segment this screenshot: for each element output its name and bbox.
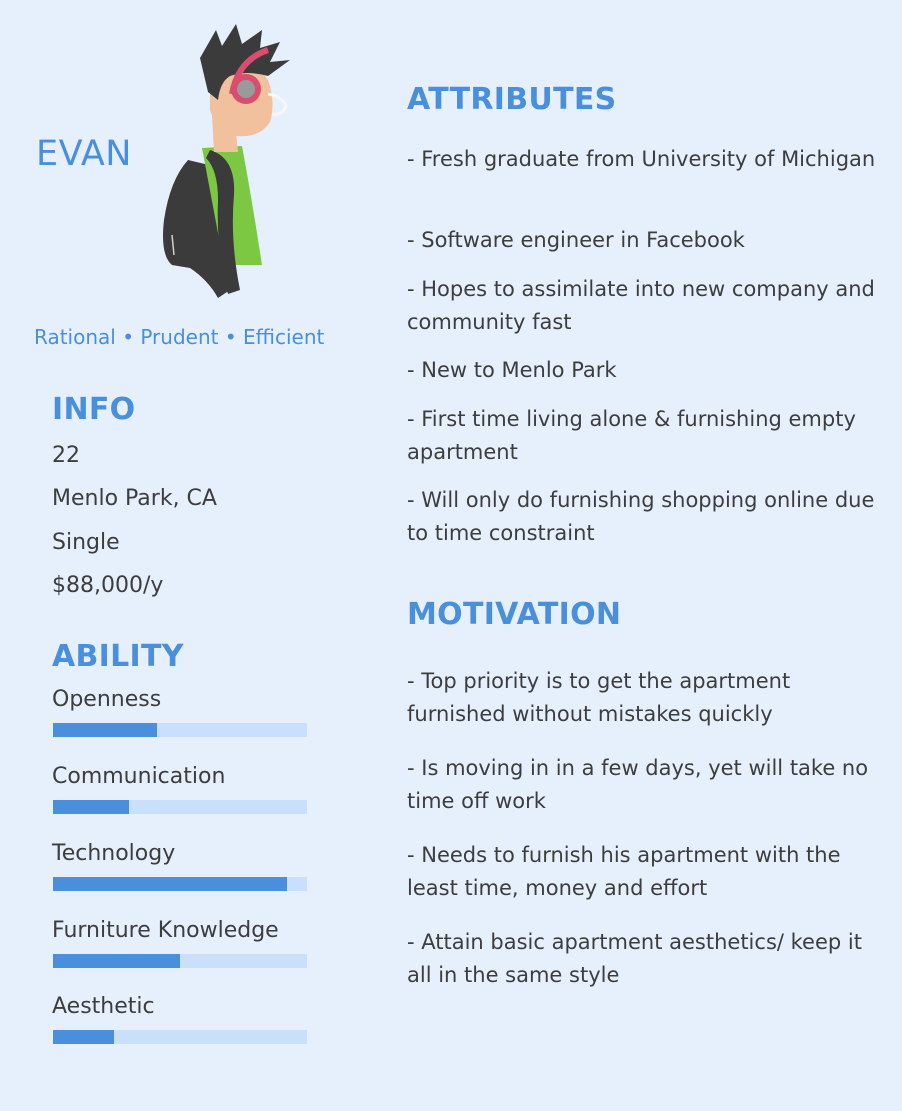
motivation-item: - Needs to furnish his apartment with the least time, money and effort xyxy=(407,843,841,900)
skill-label-technology: Technology xyxy=(52,841,176,866)
info-location: Menlo Park, CA xyxy=(52,486,217,511)
attribute-item: - Software engineer in Facebook xyxy=(407,228,745,252)
attribute-item: - New to Menlo Park xyxy=(407,358,617,382)
persona-avatar-illustration xyxy=(150,20,330,305)
motivation-item: - Attain basic apartment aesthetics/ keep it all in the same style xyxy=(407,930,862,987)
skill-label-openness: Openness xyxy=(52,687,162,712)
info-income: $88,000/y xyxy=(52,573,164,598)
info-heading: INFO xyxy=(52,392,136,427)
attribute-item: - Fresh graduate from University of Michigan xyxy=(407,147,876,171)
attribute-item: - First time living alone & furnishing empty apartment xyxy=(407,407,856,464)
info-status: Single xyxy=(52,530,120,555)
motivation-item: - Is moving in in a few days, yet will take no time off work xyxy=(407,756,869,813)
skill-bar-fill xyxy=(53,723,157,737)
skill-label-aesthetic: Aesthetic xyxy=(52,994,155,1019)
skill-label-furniture-knowledge: Furniture Knowledge xyxy=(52,918,279,943)
skill-bar-communication xyxy=(53,800,307,814)
motivation-item: - Top priority is to get the apartment furnished without mistakes quickly xyxy=(407,669,791,726)
skill-bar-fill xyxy=(53,877,287,891)
skill-bar-fill xyxy=(53,954,180,968)
skill-bar-fill xyxy=(53,1030,114,1044)
attributes-heading: ATTRIBUTES xyxy=(407,82,617,117)
attribute-item: - Will only do furnishing shopping online due to time constraint xyxy=(407,488,875,545)
skill-bar-openness xyxy=(53,723,307,737)
skill-label-communication: Communication xyxy=(52,764,226,789)
persona-name: EVAN xyxy=(36,134,132,174)
ability-heading: ABILITY xyxy=(52,639,184,674)
attribute-item: - Hopes to assimilate into new company and community fast xyxy=(407,277,875,334)
skill-bar-furniture-knowledge xyxy=(53,954,307,968)
skill-bar-technology xyxy=(53,877,307,891)
skill-bar-aesthetic xyxy=(53,1030,307,1044)
info-age: 22 xyxy=(52,443,80,468)
skill-bar-fill xyxy=(53,800,129,814)
persona-traits: Rational • Prudent • Efficient xyxy=(34,325,325,349)
motivation-heading: MOTIVATION xyxy=(407,597,622,632)
